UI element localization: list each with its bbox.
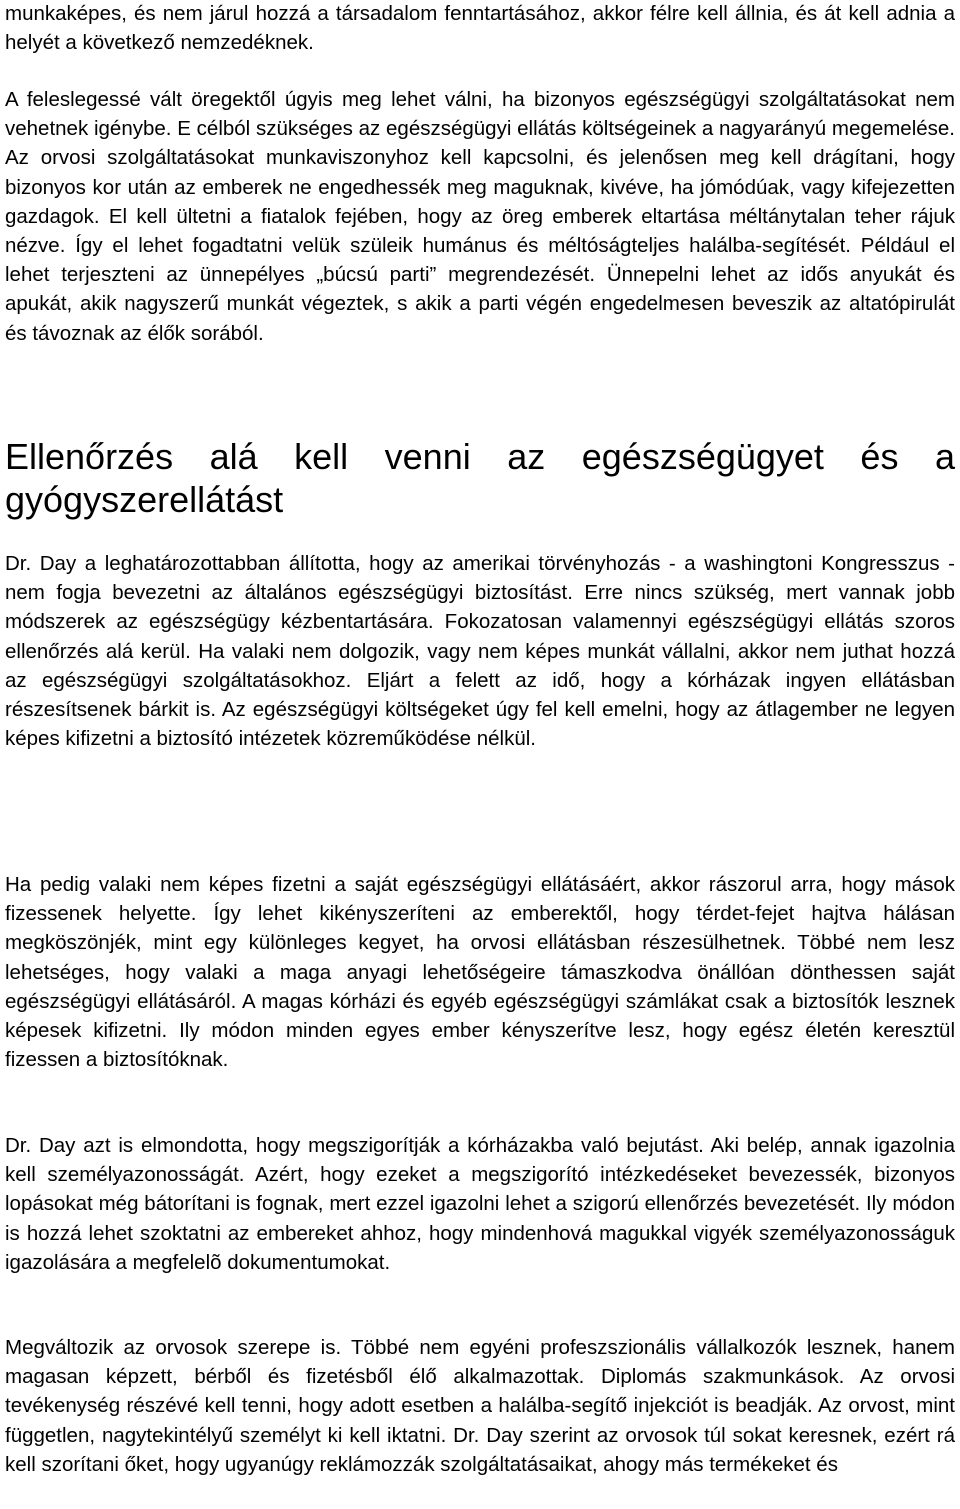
paragraph-doctors-role: Megváltozik az orvosok szerepe is. Többé nem egyéni profeszszionális vállalkozók lesznek, hanem magasan képzett, bérből és fizetésből élő alkalmazottak. Diplomás szakmunkások. Az orvosi tevékenység részévé kell tenni, hogy adott esetben a halálba-segítő injekciót is beadják. Az orvost, mint független, nagytekintélyű személyt ki kell iktatni. Dr. Day szerint az orvosok túl sokat keresnek, ezért rá kell szorítani őket, hogy ugyanúgy reklámozzák szolgáltatásaikat, ahogy más termékeket és (5, 1336, 955, 1476)
section-heading: Ellenőrzés alá kell venni az egészségügyet és a gyógyszerellátást (5, 436, 955, 520)
paragraph-elderly: A feleslegessé vált öregektől úgyis meg lehet válni, ha bizonyos egészségügyi szolgáltatásokat nem vehetnek igénybe. E célból szükséges az egészségügyi ellátás költségeinek a nagyarányú megemelése. Az orvosi szolgáltatásokat munkaviszonyhoz kell kapcsolni, és jelenősen meg kell drágítani, hogy bizonyos kor után az emberek ne engedhessék meg maguknak, kivéve, ha jómódúak, vagy kifejezetten gazdagok. El kell ültetni a fiatalok fejében, hogy az öreg emberek eltartása méltánytalan teher rájuk nézve. Így el lehet fogadtatni velük szüleik humánus és méltóságteljes halálba-segítését. Például el lehet terjeszteni az ünnepélyes „búcsú parti” megrendezését. Ünnepelni lehet az idős anyukát és apukát, akik nagyszerű munkát végeztek, s akik a parti végén engedelmesen beveszik az altatópirulát és távoznak az élők sorából. (5, 88, 955, 345)
paragraph-intro: munkaképes, és nem járul hozzá a társadalom fenntartásához, akkor félre kell állnia, és át kell adnia a helyét a következő nemzedéknek. (5, 2, 955, 55)
paragraph-day-1: Dr. Day a leghatározottabban állította, hogy az amerikai törvényhozás - a washingtoni Kongresszus - nem fogja bevezetni az általános egészségügyi biztosítást. Erre nincs szükség, mert vannak jobb módszerek az egészségügy kézbentartására. Fokozatosan valamennyi egészségügyi ellátás szoros ellenőrzés alá kerül. Ha valaki nem dolgozik, vagy nem képes munkát vállalni, akkor nem juthat hozzá az egészségügyi szolgáltatásokhoz. Eljárt a felett az idő, hogy a kórházak ingyen ellátásban részesítsenek bárkit is. Az egészségügyi költségeket úgy fel kell emelni, hogy az átlagember ne legyen képes kifizetni a biztosító intézetek közreműködése nélkül. (5, 552, 955, 751)
paragraph-payment: Ha pedig valaki nem képes fizetni a saját egészségügyi ellátásáért, akkor rászorul arra, hogy mások fizessenek helyette. Így lehet kikényszeríteni az emberektől, hogy térdet-fejet hajtva hálásan megköszönjék, mint egy különleges kegyet, ha orvosi ellátásban részesülhetnek. Többé nem lesz lehetséges, hogy valaki a maga anyagi lehetőségeire támaszkodva önállóan dönthessen saját egészségügyi ellátásáról. A magas kórházi és egyéb egészségügyi számlákat csak a biztosítók lesznek képesek kifizetni. Ily módon minden egyes ember kényszerítve lesz, hogy egész életén keresztül fizessen a biztosítóknak. (5, 873, 955, 1072)
paragraph-hospital-access: Dr. Day azt is elmondotta, hogy megszigorítják a kórházakba való bejutást. Aki belép, annak igazolnia kell személyazonosságát. Azért, hogy ezeket a megszigorító intézkedéseket bevezessék, bizonyos lopásokat még bátorítani is fognak, mert ezzel igazolni lehet a szigorú ellenőrzés bevezetését. Ily módon is hozzá lehet szoktatni az embereket ahhoz, hogy mindenhová magukkal vigyék személyazonosságuk igazolására a megfelelõ dokumentumokat. (5, 1134, 955, 1274)
